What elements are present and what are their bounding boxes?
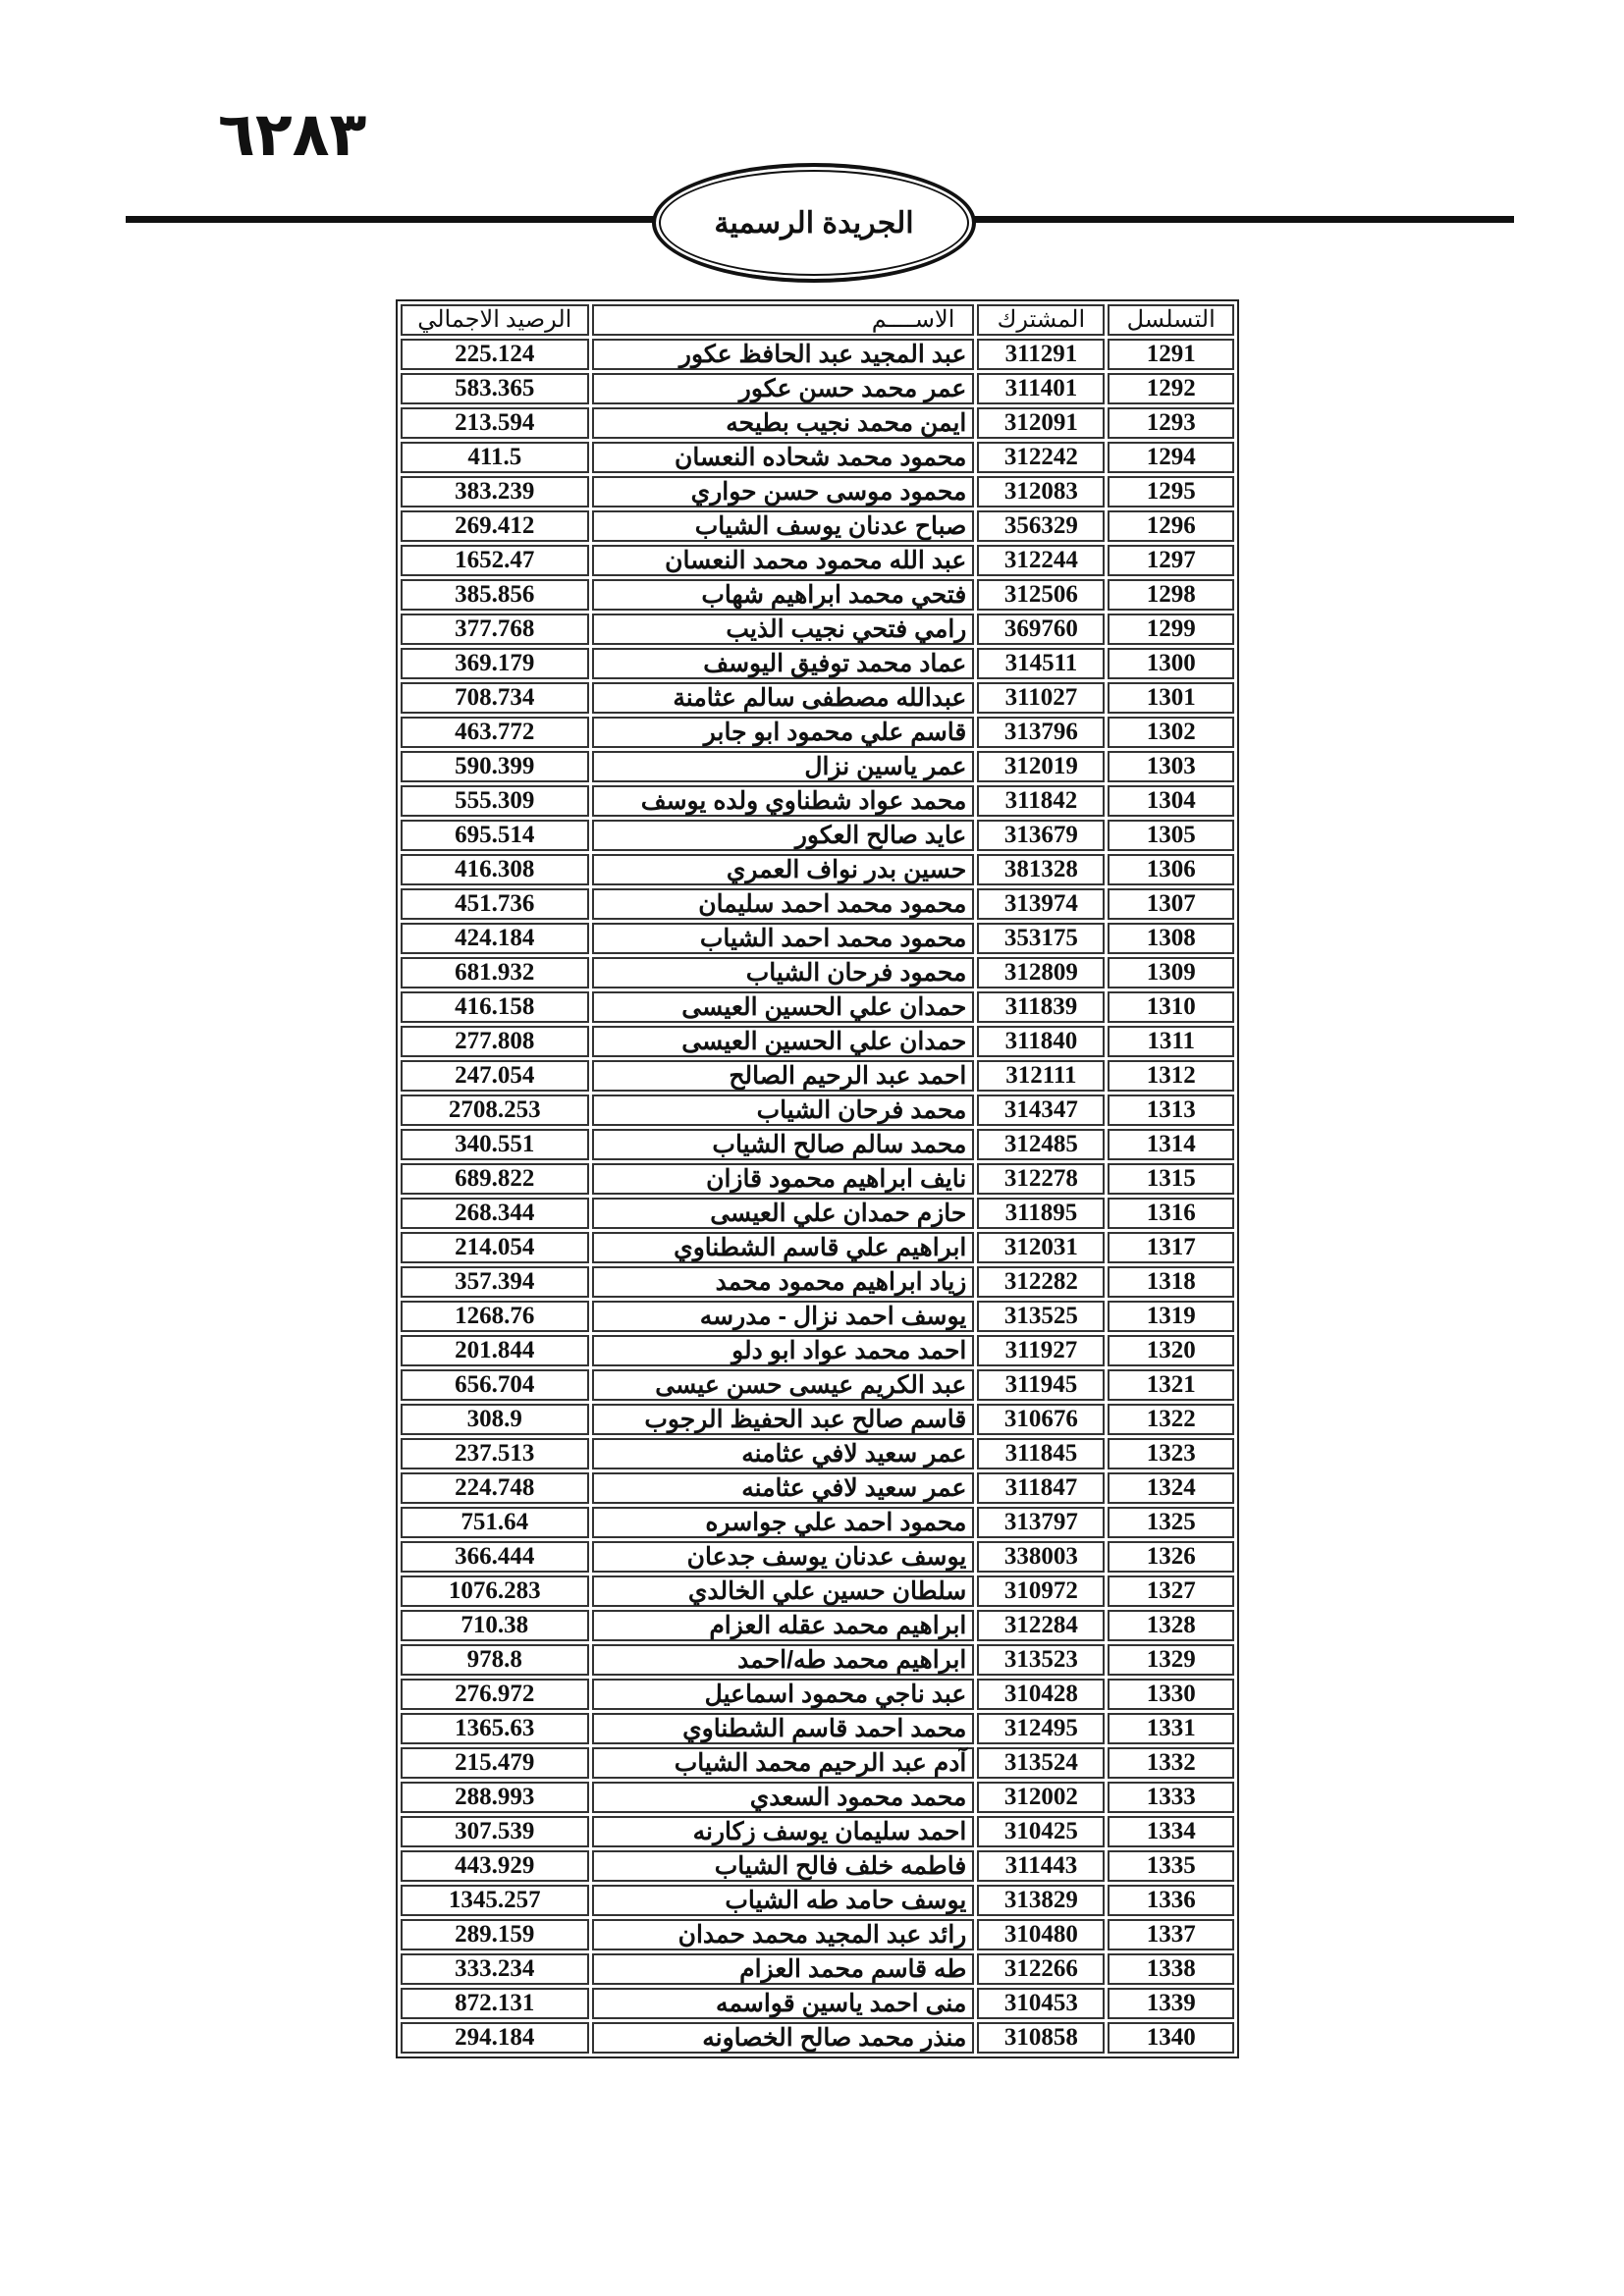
serial-cell: 1301 — [1108, 682, 1234, 714]
subscriber-cell: 313525 — [977, 1301, 1105, 1332]
name-cell: احمد محمد عواد ابو دلو — [592, 1335, 975, 1366]
serial-cell: 1321 — [1108, 1369, 1234, 1401]
table-row — [401, 579, 1234, 611]
table-row — [401, 1369, 1234, 1401]
table-row — [401, 682, 1234, 714]
balance-cell: 369.179 — [401, 648, 589, 679]
balance-cell: 340.551 — [401, 1129, 589, 1160]
serial-cell: 1317 — [1108, 1232, 1234, 1263]
balance-cell: 225.124 — [401, 339, 589, 370]
subscriber-cell: 313797 — [977, 1507, 1105, 1538]
table-row — [401, 1782, 1234, 1813]
subscriber-cell: 312002 — [977, 1782, 1105, 1813]
subscriber-cell: 312282 — [977, 1266, 1105, 1298]
name-cell: رائد عبد المجيد محمد حمدان — [592, 1919, 975, 1950]
serial-cell: 1314 — [1108, 1129, 1234, 1160]
subscriber-cell: 356329 — [977, 510, 1105, 542]
subscriber-cell: 314347 — [977, 1095, 1105, 1126]
serial-cell: 1331 — [1108, 1713, 1234, 1744]
balance-cell: 689.822 — [401, 1163, 589, 1195]
subscriber-cell: 311927 — [977, 1335, 1105, 1366]
name-cell: محمد سالم صالح الشياب — [592, 1129, 975, 1160]
balance-cell: 1365.63 — [401, 1713, 589, 1744]
name-cell: حسين بدر نواف العمري — [592, 854, 975, 885]
serial-cell: 1293 — [1108, 407, 1234, 439]
serial-cell: 1338 — [1108, 1953, 1234, 1985]
name-cell: ايمن محمد نجيب بطيحه — [592, 407, 975, 439]
balance-cell: 289.159 — [401, 1919, 589, 1950]
serial-cell: 1335 — [1108, 1850, 1234, 1882]
column-header-balance: الرصيد الاجمالي — [401, 304, 589, 336]
subscriber-cell: 311945 — [977, 1369, 1105, 1401]
table-row — [401, 1472, 1234, 1504]
serial-cell: 1316 — [1108, 1198, 1234, 1229]
serial-cell: 1297 — [1108, 545, 1234, 576]
name-cell: زياد ابراهيم محمود محمد — [592, 1266, 975, 1298]
balance-cell: 385.856 — [401, 579, 589, 611]
balance-cell: 451.736 — [401, 888, 589, 920]
subscriber-cell: 312266 — [977, 1953, 1105, 1985]
table-row — [401, 923, 1234, 954]
subscriber-cell: 312031 — [977, 1232, 1105, 1263]
name-cell: عمر محمد حسن عكور — [592, 373, 975, 404]
table-row — [401, 1953, 1234, 1985]
balance-cell: 333.234 — [401, 1953, 589, 1985]
serial-cell: 1302 — [1108, 717, 1234, 748]
name-cell: يوسف احمد نزال - مدرسه — [592, 1301, 975, 1332]
serial-cell: 1319 — [1108, 1301, 1234, 1332]
serial-cell: 1306 — [1108, 854, 1234, 885]
table-row — [401, 1232, 1234, 1263]
subscriber-cell: 310858 — [977, 2022, 1105, 2054]
name-cell: عماد محمد توفيق اليوسف — [592, 648, 975, 679]
table-row — [401, 1060, 1234, 1092]
name-cell: محمود محمد شحاده النعسان — [592, 442, 975, 473]
table-row — [401, 1301, 1234, 1332]
name-cell: سلطان حسين علي الخالدي — [592, 1575, 975, 1607]
table-row — [401, 991, 1234, 1023]
name-cell: حمدان علي الحسين العيسى — [592, 991, 975, 1023]
name-cell: محمود فرحان الشياب — [592, 957, 975, 988]
table-row — [401, 373, 1234, 404]
serial-cell: 1320 — [1108, 1335, 1234, 1366]
subscriber-cell: 311401 — [977, 373, 1105, 404]
name-cell: عايد صالح العكور — [592, 820, 975, 851]
balance-cell: 695.514 — [401, 820, 589, 851]
name-cell: محمود محمد احمد سليمان — [592, 888, 975, 920]
table-row — [401, 614, 1234, 645]
balance-cell: 1652.47 — [401, 545, 589, 576]
table-row — [401, 339, 1234, 370]
name-cell: عمر سعيد لافي عثامنه — [592, 1438, 975, 1469]
subscriber-cell: 312278 — [977, 1163, 1105, 1195]
serial-cell: 1309 — [1108, 957, 1234, 988]
name-cell: ابراهيم محمد طه/احمد — [592, 1644, 975, 1676]
serial-cell: 1295 — [1108, 476, 1234, 507]
subscriber-cell: 381328 — [977, 854, 1105, 885]
subscriber-cell: 312495 — [977, 1713, 1105, 1744]
balance-cell: 268.344 — [401, 1198, 589, 1229]
subscriber-cell: 312284 — [977, 1610, 1105, 1641]
serial-cell: 1332 — [1108, 1747, 1234, 1779]
subscriber-cell: 311895 — [977, 1198, 1105, 1229]
balance-cell: 276.972 — [401, 1679, 589, 1710]
table-row — [401, 1816, 1234, 1847]
balance-cell: 555.309 — [401, 785, 589, 817]
name-cell: يوسف حامد طه الشياب — [592, 1885, 975, 1916]
serial-cell: 1304 — [1108, 785, 1234, 817]
serial-cell: 1303 — [1108, 751, 1234, 782]
table-row — [401, 785, 1234, 817]
subscriber-cell: 353175 — [977, 923, 1105, 954]
table-row — [401, 1541, 1234, 1573]
name-cell: محمد محمود السعدي — [592, 1782, 975, 1813]
subscriber-cell: 312506 — [977, 579, 1105, 611]
table-row — [401, 545, 1234, 576]
table-header-row — [401, 304, 1234, 336]
subscriber-cell: 311845 — [977, 1438, 1105, 1469]
subscriber-cell: 311839 — [977, 991, 1105, 1023]
name-cell: يوسف عدنان يوسف جدعان — [592, 1541, 975, 1573]
name-cell: طه قاسم محمد العزام — [592, 1953, 975, 1985]
name-cell: عمر ياسين نزال — [592, 751, 975, 782]
subscriber-cell: 311027 — [977, 682, 1105, 714]
table-row — [401, 510, 1234, 542]
balance-cell: 288.993 — [401, 1782, 589, 1813]
name-cell: عبد ناجي محمود اسماعيل — [592, 1679, 975, 1710]
table-row — [401, 2022, 1234, 2054]
table-row — [401, 648, 1234, 679]
name-cell: محمد عواد شطناوي ولده يوسف — [592, 785, 975, 817]
table-row — [401, 854, 1234, 885]
subscriber-cell: 312019 — [977, 751, 1105, 782]
name-cell: قاسم صالح عبد الحفيظ الرجوب — [592, 1404, 975, 1435]
table-row — [401, 1644, 1234, 1676]
subscriber-cell: 312809 — [977, 957, 1105, 988]
table-row — [401, 1507, 1234, 1538]
table-row — [401, 1610, 1234, 1641]
serial-cell: 1294 — [1108, 442, 1234, 473]
serial-cell: 1310 — [1108, 991, 1234, 1023]
name-cell: محمود محمد احمد الشياب — [592, 923, 975, 954]
name-cell: عبد المجيد عبد الحافظ عكور — [592, 339, 975, 370]
balance-cell: 978.8 — [401, 1644, 589, 1676]
balance-cell: 1076.283 — [401, 1575, 589, 1607]
subscriber-cell: 310480 — [977, 1919, 1105, 1950]
subscriber-cell: 312091 — [977, 407, 1105, 439]
subscriber-cell: 313523 — [977, 1644, 1105, 1676]
balance-cell: 294.184 — [401, 2022, 589, 2054]
balance-cell: 215.479 — [401, 1747, 589, 1779]
serial-cell: 1296 — [1108, 510, 1234, 542]
name-cell: منى احمد ياسين قواسمه — [592, 1988, 975, 2019]
subscriber-cell: 311443 — [977, 1850, 1105, 1882]
balance-cell: 308.9 — [401, 1404, 589, 1435]
balance-cell: 590.399 — [401, 751, 589, 782]
serial-cell: 1330 — [1108, 1679, 1234, 1710]
subscriber-cell: 312242 — [977, 442, 1105, 473]
name-cell: محمد فرحان الشياب — [592, 1095, 975, 1126]
table-row — [401, 1575, 1234, 1607]
serial-cell: 1300 — [1108, 648, 1234, 679]
subscriber-cell: 312083 — [977, 476, 1105, 507]
balance-cell: 463.772 — [401, 717, 589, 748]
serial-cell: 1313 — [1108, 1095, 1234, 1126]
serial-cell: 1323 — [1108, 1438, 1234, 1469]
balance-cell: 708.734 — [401, 682, 589, 714]
name-cell: نايف ابراهيم محمود قازان — [592, 1163, 975, 1195]
subscriber-cell: 310425 — [977, 1816, 1105, 1847]
subscriber-cell: 313679 — [977, 820, 1105, 851]
name-cell: ابراهيم محمد عقله العزام — [592, 1610, 975, 1641]
balance-cell: 213.594 — [401, 407, 589, 439]
column-header-name: الاســــم — [592, 304, 975, 336]
name-cell: فاطمه خلف فالح الشياب — [592, 1850, 975, 1882]
subscriber-cell: 312244 — [977, 545, 1105, 576]
serial-cell: 1325 — [1108, 1507, 1234, 1538]
table-row — [401, 820, 1234, 851]
name-cell: محمد احمد قاسم الشطناوي — [592, 1713, 975, 1744]
balance-cell: 872.131 — [401, 1988, 589, 2019]
balance-cell: 583.365 — [401, 373, 589, 404]
column-header-serial: التسلسل — [1108, 304, 1234, 336]
name-cell: محمود موسى حسن حواري — [592, 476, 975, 507]
balance-cell: 237.513 — [401, 1438, 589, 1469]
table-row — [401, 751, 1234, 782]
serial-cell: 1318 — [1108, 1266, 1234, 1298]
table-row — [401, 442, 1234, 473]
balance-cell: 247.054 — [401, 1060, 589, 1092]
serial-cell: 1339 — [1108, 1988, 1234, 2019]
balance-cell: 357.394 — [401, 1266, 589, 1298]
balance-cell: 710.38 — [401, 1610, 589, 1641]
name-cell: حازم حمدان علي العيسى — [592, 1198, 975, 1229]
table-row — [401, 1438, 1234, 1469]
balance-cell: 224.748 — [401, 1472, 589, 1504]
table-row — [401, 1198, 1234, 1229]
balance-cell: 443.929 — [401, 1850, 589, 1882]
subscriber-cell: 313524 — [977, 1747, 1105, 1779]
table-row — [401, 1335, 1234, 1366]
balance-cell: 656.704 — [401, 1369, 589, 1401]
page-number: ٦٢٨٣ — [218, 98, 367, 170]
name-cell: عبدالله مصطفى سالم عثامنة — [592, 682, 975, 714]
serial-cell: 1340 — [1108, 2022, 1234, 2054]
balance-cell: 1345.257 — [401, 1885, 589, 1916]
table-row — [401, 476, 1234, 507]
balance-cell: 411.5 — [401, 442, 589, 473]
balance-cell: 201.844 — [401, 1335, 589, 1366]
balance-cell: 307.539 — [401, 1816, 589, 1847]
name-cell: عمر سعيد لافي عثامنه — [592, 1472, 975, 1504]
name-cell: فتحي محمد ابراهيم شهاب — [592, 579, 975, 611]
name-cell: صباح عدنان يوسف الشياب — [592, 510, 975, 542]
name-cell: عبد الله محمود محمد النعسان — [592, 545, 975, 576]
table-row — [401, 1885, 1234, 1916]
table-row — [401, 1404, 1234, 1435]
name-cell: ابراهيم علي قاسم الشطناوي — [592, 1232, 975, 1263]
name-cell: احمد سليمان يوسف زكارنه — [592, 1816, 975, 1847]
table-row — [401, 1163, 1234, 1195]
serial-cell: 1315 — [1108, 1163, 1234, 1195]
serial-cell: 1326 — [1108, 1541, 1234, 1573]
serial-cell: 1324 — [1108, 1472, 1234, 1504]
serial-cell: 1312 — [1108, 1060, 1234, 1092]
subscriber-cell: 338003 — [977, 1541, 1105, 1573]
subscriber-cell: 310453 — [977, 1988, 1105, 2019]
column-header-subscriber: المشترك — [977, 304, 1105, 336]
table-row — [401, 1095, 1234, 1126]
table-row — [401, 1988, 1234, 2019]
subscriber-cell: 310972 — [977, 1575, 1105, 1607]
subscriber-cell: 310676 — [977, 1404, 1105, 1435]
serial-cell: 1308 — [1108, 923, 1234, 954]
table-row — [401, 1679, 1234, 1710]
serial-cell: 1334 — [1108, 1816, 1234, 1847]
serial-cell: 1298 — [1108, 579, 1234, 611]
serial-cell: 1292 — [1108, 373, 1234, 404]
serial-cell: 1311 — [1108, 1026, 1234, 1057]
serial-cell: 1329 — [1108, 1644, 1234, 1676]
subscriber-cell: 311847 — [977, 1472, 1105, 1504]
table-row — [401, 1713, 1234, 1744]
serial-cell: 1337 — [1108, 1919, 1234, 1950]
subscriber-cell: 314511 — [977, 648, 1105, 679]
name-cell: محمود احمد علي جواسره — [592, 1507, 975, 1538]
table-row — [401, 1919, 1234, 1950]
serial-cell: 1322 — [1108, 1404, 1234, 1435]
subscriber-cell: 310428 — [977, 1679, 1105, 1710]
subscriber-cell: 311842 — [977, 785, 1105, 817]
balance-cell: 383.239 — [401, 476, 589, 507]
table-row — [401, 1850, 1234, 1882]
publication-title: الجريدة الرسمية — [714, 206, 914, 240]
table-row — [401, 1129, 1234, 1160]
table-row — [401, 1747, 1234, 1779]
table-row — [401, 957, 1234, 988]
subscriber-cell: 312485 — [977, 1129, 1105, 1160]
subscriber-cell: 311291 — [977, 339, 1105, 370]
table-row — [401, 1266, 1234, 1298]
balance-cell: 416.158 — [401, 991, 589, 1023]
subscriber-cell: 311840 — [977, 1026, 1105, 1057]
balance-cell: 1268.76 — [401, 1301, 589, 1332]
balance-cell: 416.308 — [401, 854, 589, 885]
name-cell: قاسم علي محمود ابو جابر — [592, 717, 975, 748]
serial-cell: 1299 — [1108, 614, 1234, 645]
table-row — [401, 407, 1234, 439]
serial-cell: 1291 — [1108, 339, 1234, 370]
name-cell: حمدان علي الحسين العيسى — [592, 1026, 975, 1057]
name-cell: رامي فتحي نجيب الذيب — [592, 614, 975, 645]
balance-cell: 751.64 — [401, 1507, 589, 1538]
subscriber-cell: 312111 — [977, 1060, 1105, 1092]
balances-table — [396, 299, 1239, 2058]
subscriber-cell: 313974 — [977, 888, 1105, 920]
name-cell: آدم عبد الرحيم محمد الشياب — [592, 1747, 975, 1779]
table-row — [401, 1026, 1234, 1057]
balance-cell: 269.412 — [401, 510, 589, 542]
balance-cell: 214.054 — [401, 1232, 589, 1263]
name-cell: عبد الكريم عيسى حسن عيسى — [592, 1369, 975, 1401]
name-cell: منذر محمد صالح الخصاونه — [592, 2022, 975, 2054]
balance-cell: 366.444 — [401, 1541, 589, 1573]
balance-cell: 424.184 — [401, 923, 589, 954]
balance-cell: 377.768 — [401, 614, 589, 645]
subscriber-cell: 313829 — [977, 1885, 1105, 1916]
serial-cell: 1336 — [1108, 1885, 1234, 1916]
balance-cell: 277.808 — [401, 1026, 589, 1057]
name-cell: احمد عبد الرحيم الصالح — [592, 1060, 975, 1092]
subscriber-cell: 369760 — [977, 614, 1105, 645]
serial-cell: 1328 — [1108, 1610, 1234, 1641]
table-row — [401, 888, 1234, 920]
publication-title-oval — [652, 163, 976, 283]
subscriber-cell: 313796 — [977, 717, 1105, 748]
serial-cell: 1305 — [1108, 820, 1234, 851]
balance-cell: 681.932 — [401, 957, 589, 988]
balance-cell: 2708.253 — [401, 1095, 589, 1126]
serial-cell: 1333 — [1108, 1782, 1234, 1813]
serial-cell: 1307 — [1108, 888, 1234, 920]
serial-cell: 1327 — [1108, 1575, 1234, 1607]
table-row — [401, 717, 1234, 748]
